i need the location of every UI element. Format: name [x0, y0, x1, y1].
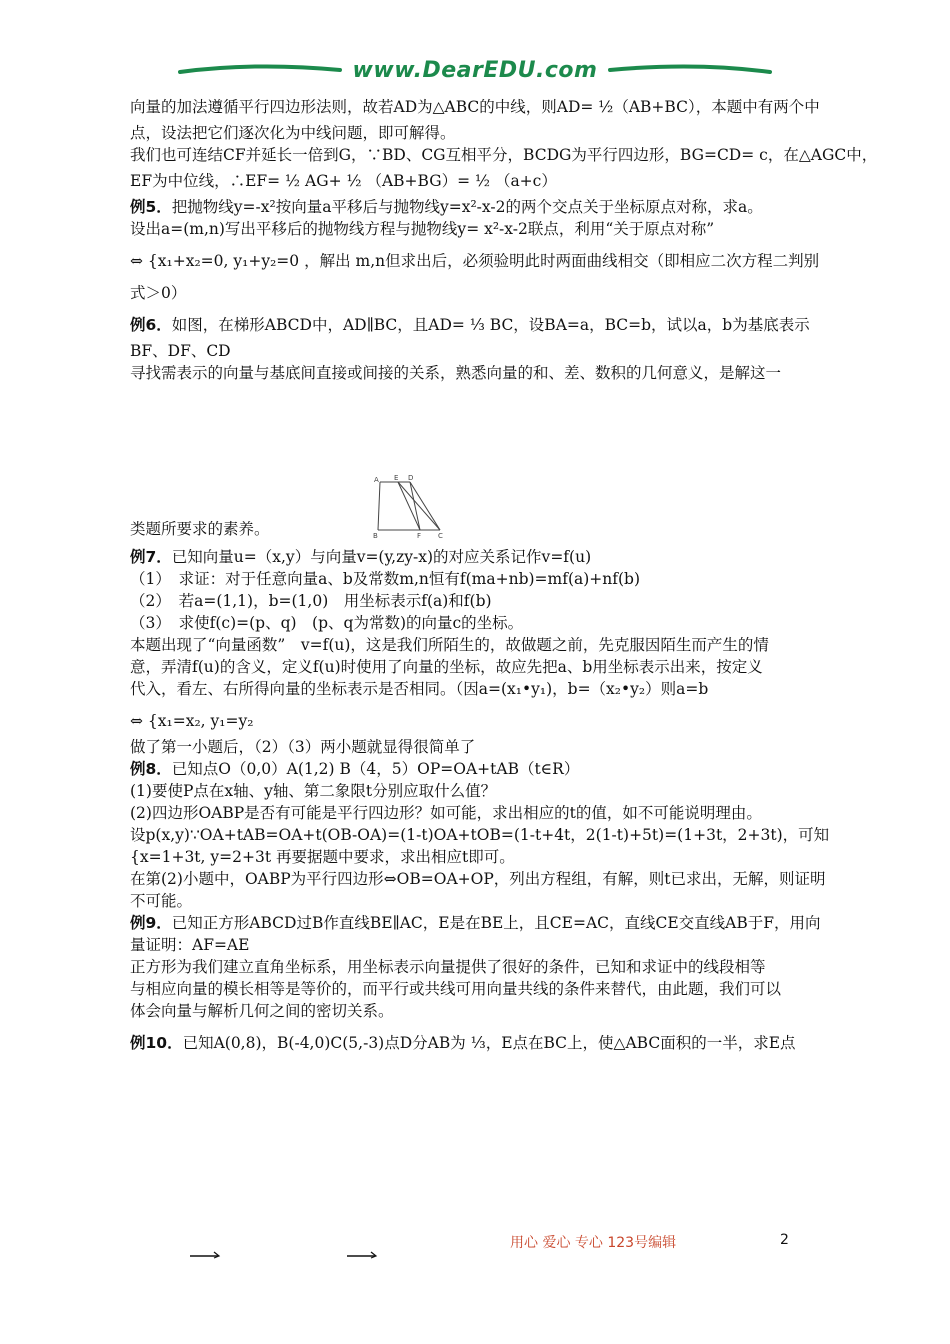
footer-slogan: 用心 爱心 专心 123号编辑: [510, 1235, 677, 1251]
text-line: 寻找需表示的向量与基底间直接或间接的关系，熟悉向量的和、差、数积的几何意义，是解这一: [130, 364, 782, 382]
example-8-heading: 例8．已知点O（0,0）A(1,2) B（4，5）OP=OA+tAB（t∈R）: [130, 760, 580, 778]
article-body: [130, 92, 878, 1058]
text-line: {x=1+3t, y=2+3t 再要据题中要求，求出相应t即可。: [130, 848, 515, 866]
example-label: 例7．: [130, 548, 172, 566]
example-label: 例8．: [130, 760, 172, 778]
text-line: (2)四边形OABP是否有可能是平行四边形？如可能，求出相应的t的值，如不可能说明理由。: [130, 804, 762, 822]
text-line: 点，设法把它们逐次化为中线问题，即可解得。: [130, 124, 456, 142]
trapezoid-figure: [370, 472, 450, 542]
figure-label: A: [374, 476, 379, 484]
example-label: 例5．: [130, 198, 172, 216]
figure-spacer: [130, 384, 820, 518]
example-10-heading: 例10．已知A(0,8)，B(-4,0)C(5,-3)点D分AB为 ⅓，E点在BC上，使△ABC面积的一半，求E点: [130, 1034, 796, 1052]
text-line: 做了第一小题后，（2）（3）两小题就显得很简单了: [130, 738, 476, 756]
site-banner: [175, 58, 775, 88]
text-line: 不可能。: [130, 892, 193, 910]
text-line: 式＞0）: [130, 284, 187, 302]
example-6-heading: 例6．如图，在梯形ABCD中，AD∥BC，且AD= ⅓ BC，设BA=a，BC=b，试以a，b为基底表示: [130, 316, 810, 334]
figure-label: D: [408, 474, 414, 482]
text-line: （1） 求证：对于任意向量a、b及常数m,n恒有f(ma+nb)=mf(a)+nf(b): [130, 570, 641, 588]
text-line: 类题所要求的素养。: [130, 520, 270, 538]
example-9-heading: 例9．已知正方形ABCD过B作直线BE∥AC，E是在BE上，且CE=AC，直线CE交直线AB于F，用向: [130, 914, 821, 932]
example-7-heading: 例7．已知向量u=（x,y）与向量v=(y,zy-x)的对应关系记作v=f(u): [130, 548, 592, 566]
text-line: 体会向量与解析几何之间的密切关系。: [130, 1002, 394, 1020]
text-line: 设出a=(m,n)写出平移后的抛物线方程与抛物线y= x²-x-2联点，利用“关于原点对称”: [130, 220, 715, 238]
example-label: 例9．: [130, 914, 172, 932]
vector-arrow-icon: [345, 1250, 379, 1260]
text-line: （3） 求使f(c)=(p、q) (p、q为常数)的向量c的坐标。: [130, 614, 524, 632]
text-line: ⇔ {x₁+x₂=0, y₁+y₂=0 ，解出 m,n但求出后，必须验明此时两面曲线相交（即相应二次方程二判别: [130, 252, 820, 270]
figure-label: C: [438, 532, 443, 540]
figure-label: F: [417, 532, 422, 540]
text-line: 我们也可连结CF并延长一倍到G，∵BD、CG互相平分，BCDG为平行四边形，BG=CD= c，在△AGC中，: [130, 146, 878, 164]
text-line: EF为中位线，∴EF= ½ AG+ ½ （AB+BG）= ½ （a+c）: [130, 172, 557, 190]
text-line: 向量的加法遵循平行四边形法则，故若AD为△ABC的中线，则AD= ½（AB+BC），本题中有两个中: [130, 98, 820, 116]
text-line: (1)要使P点在x轴、y轴、第二象限t分别应取什么值？: [130, 782, 497, 800]
text-line: BF、DF、CD: [130, 342, 231, 360]
text-line: 与相应向量的模长相等是等价的，而平行或共线可用向量共线的条件来替代，由此题，我们可以: [130, 980, 782, 998]
text-line: （2） 若a=(1,1)，b=(1,0) 用坐标表示f(a)和f(b): [130, 592, 492, 610]
example-label: 例6．: [130, 316, 172, 334]
example-label: 例10．: [130, 1034, 183, 1052]
site-url[interactable]: www.DearEDU.com: [352, 58, 598, 83]
vector-arrow-icon: [188, 1250, 222, 1260]
example-5-heading: 例5．把抛物线y=-x²按向量a平移后与抛物线y=x²-x-2的两个交点关于坐标原点对称，求a。: [130, 198, 763, 216]
text-line: 意，弄清f(u)的含义，定义f(u)时使用了向量的坐标，故应先把a、b用坐标表示出来，按定义: [130, 658, 763, 676]
text-line: 设p(x,y)∵OA+tAB=OA+t(OB-OA)=(1-t)OA+tOB=(1-t+4t，2(1-t)+5t)=(1+3t，2+3t)，可知: [130, 826, 830, 844]
text-line: ⇔ {x₁=x₂, y₁=y₂: [130, 712, 254, 730]
page-number: 2: [780, 1232, 789, 1248]
text-line: 本题出现了“向量函数” v=f(u)，这是我们所陌生的，故做题之前，先克服因陌生而产生的情: [130, 636, 769, 654]
text-line: 在第(2)小题中，OABP为平行四边形⇔OB=OA+OP，列出方程组，有解，则t已求出，无解，则证明: [130, 870, 826, 888]
text-line: 正方形为我们建立直角坐标系，用坐标表示向量提供了很好的条件，已知和求证中的线段相等: [130, 958, 766, 976]
text-line: 代入，看左、右所得向量的坐标表示是否相同。（因a=(x₁•y₁)，b=（x₂•y₂）则a=b: [130, 680, 709, 698]
figure-label: E: [394, 474, 399, 482]
figure-label: B: [373, 532, 378, 540]
text-line: 量证明：AF=AE: [130, 936, 250, 954]
